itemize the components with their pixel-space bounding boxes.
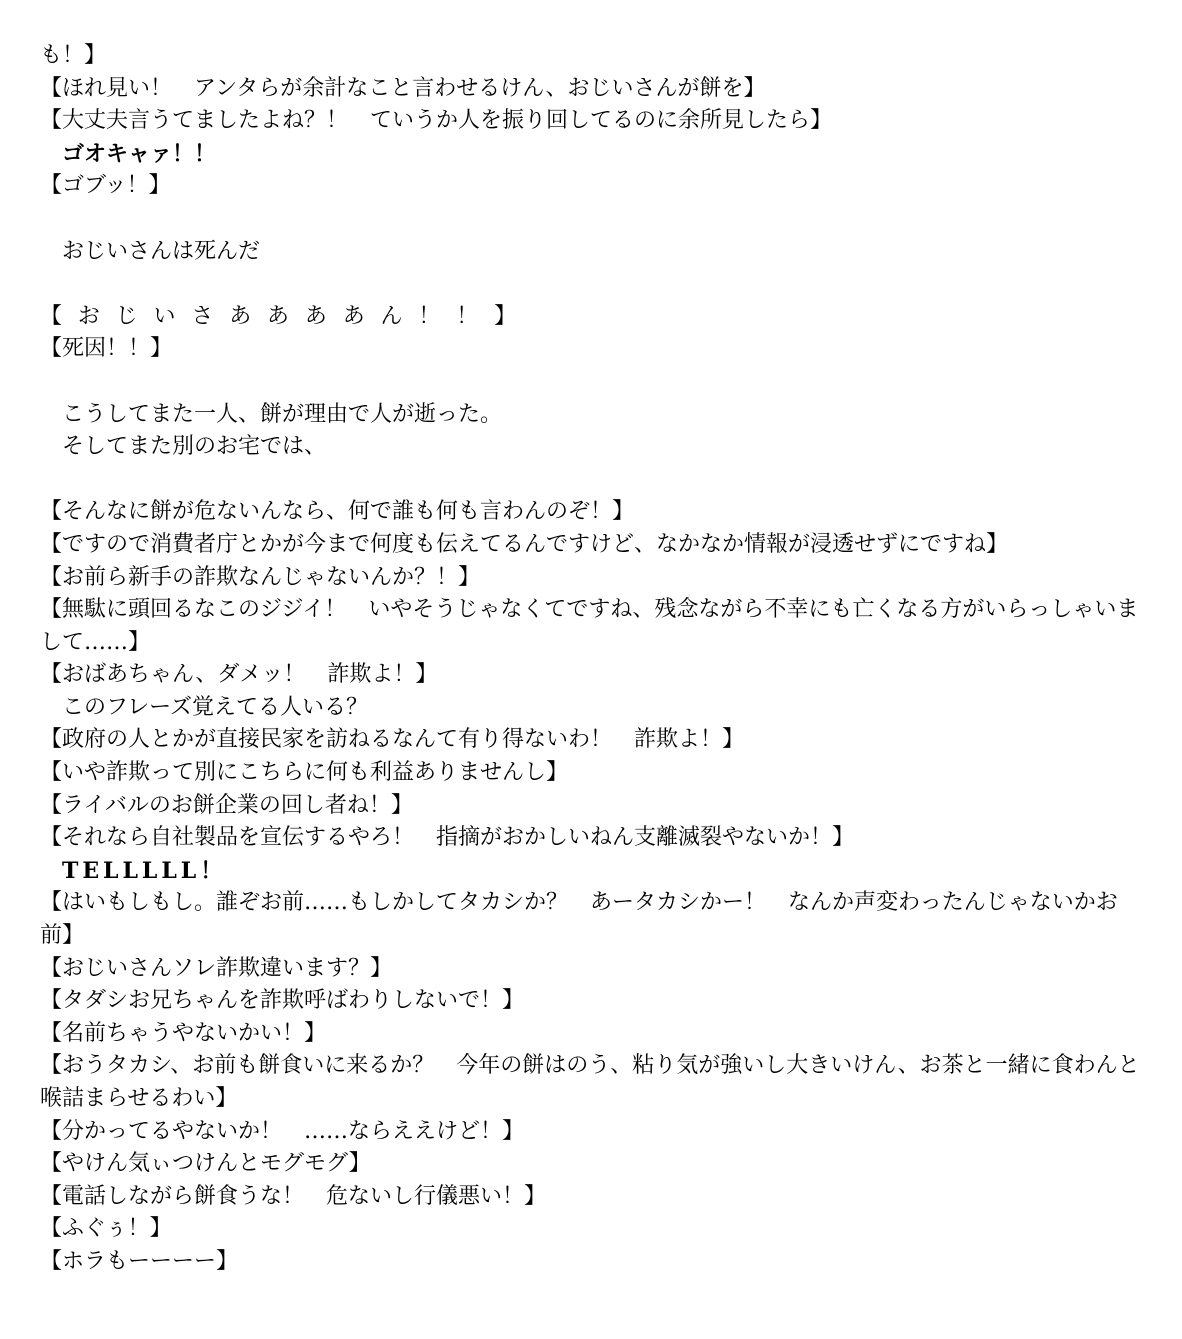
blank-line [40, 268, 1145, 301]
text-line: 【そんなに餅が危ないんなら、何で誰も何も言わんのぞ！】 [40, 499, 635, 525]
text-line: 【無駄に頭回るなこのジジイ！ いやそうじゃなくてですね、残念ながら不幸にも亡くなる方がいらっしゃいまして……】 [40, 597, 1139, 655]
text-line: このフレーズ覚えてる人いる？ [62, 694, 369, 720]
text-line: 【タダシお兄ちゃんを詐欺呼ばわりしないで！】 [40, 988, 525, 1014]
text-line: 【名前ちゃうやないかい！】 [40, 1020, 327, 1046]
text-line: 【大丈夫言うてましたよね？！ ていうか人を振り回してるのに余所見したら】 [40, 108, 833, 134]
text-line: 【いや詐欺って別にこちらに何も利益ありませんし】 [40, 760, 569, 786]
blank-line [40, 464, 1145, 497]
text-line: 【それなら自社製品を宣伝するやろ！ 指摘がおかしいねん支離滅裂やないか！】 [40, 825, 855, 851]
text-line: TELLLLL！ [62, 857, 227, 884]
text-line: 【ほれ見い！ アンタらが余計なこと言わせるけん、おじいさんが餅を】 [40, 75, 766, 101]
text-line: 【死因！！】 [40, 336, 173, 362]
text-line: 【ふぐぅ！】 [40, 1216, 172, 1242]
text-line: 【おじいさんソレ詐欺違います？】 [40, 955, 393, 981]
text-line: 【分かってるやないか！ ……ならええけど！】 [40, 1118, 525, 1144]
text-line: 【ですので消費者庁とかが今まで何度も伝えてるんですけど、なかなか情報が浸透せずにですね】 [40, 531, 1009, 557]
text-line: 【お前ら新手の詐欺なんじゃないんか？！】 [40, 564, 481, 590]
text-line: おじいさんは死んだ [62, 238, 261, 264]
text-line: 【やけん気ぃつけんとモグモグ】 [40, 1151, 371, 1177]
text-line: 【ライバルのお餅企業の回し者ね！】 [40, 792, 413, 818]
blank-line [40, 366, 1145, 399]
text-line: 【電話しながら餅食うな！ 危ないし行儀悪い！】 [40, 1183, 547, 1209]
document-page [40, 40, 1145, 1279]
text-line: 【政府の人とかが直接民家を訪ねるなんて有り得ないわ！ 詐欺よ！】 [40, 727, 745, 753]
text-line: も！】 [40, 43, 107, 68]
text-line: 【おばあちゃん、ダメッ！ 詐欺よ！】 [40, 662, 438, 688]
text-line: 【ホラもーーーー】 [40, 1248, 239, 1274]
text-line: ゴオキャァ！！ [62, 140, 217, 167]
text-line: 【はいもしもし。誰ぞお前……もしかしてタカシか？ あータカシかー！ なんか声変わったんじゃないかお前】 [40, 890, 1118, 949]
text-line: 【ゴブッ！】 [40, 173, 171, 199]
text-line: 【おじいさああああん！！】 [40, 303, 532, 329]
text-line: そしてまた別のお宅では、 [62, 434, 327, 460]
text-line: こうしてまた一人、餅が理由で人が逝った。 [62, 401, 503, 427]
text-line: 【おうタカシ、お前も餅食いに来るか？ 今年の餅はのう、粘り気が強いし大きいけん、お茶と一緒に食わんと喉詰まらせるわい】 [40, 1053, 1140, 1111]
blank-line [40, 203, 1145, 236]
